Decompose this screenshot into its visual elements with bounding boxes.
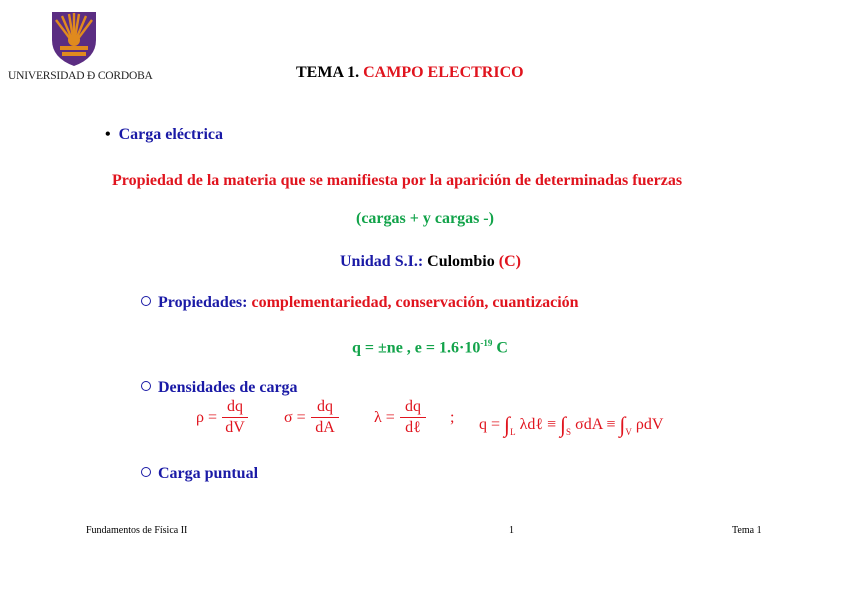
densities-heading-text: Densidades de carga [158, 379, 298, 396]
separator: ; [450, 409, 455, 426]
integral-icon: ∫ [504, 412, 511, 437]
definition-text: Propiedad de la materia que se manifiesta por la aparición de determinadas fuerzas [112, 172, 683, 189]
lambda-fraction [400, 398, 426, 437]
si-unit-line [340, 253, 521, 271]
section-heading-text: Carga eléctrica [118, 126, 223, 143]
title-prefix: TEMA 1. [296, 64, 360, 81]
term-surface: σdA ≡ [575, 416, 616, 433]
total-charge-formula [479, 409, 663, 435]
quantization-text: q = ±ne , e = 1.6·10 [352, 339, 481, 357]
sigma-den: dA [315, 419, 335, 436]
circle-bullet-icon [141, 296, 151, 306]
sigma-num: dq [317, 398, 333, 415]
section-heading [105, 126, 223, 144]
lambda-den: dℓ [405, 419, 421, 436]
sigma-lhs: σ = [284, 409, 306, 426]
footer-page-number: 1 [509, 525, 514, 536]
total-q: q = [479, 416, 501, 433]
rho-fraction [222, 398, 248, 437]
quantization-formula [352, 338, 508, 357]
point-charge-heading [141, 465, 258, 483]
unit-name: Culombio [427, 253, 495, 270]
bullet-icon: • [105, 126, 111, 143]
integral-sub-l: L [510, 427, 516, 437]
integral-sub-v: V [625, 427, 632, 437]
rho-den: dV [225, 419, 245, 436]
page-title [296, 64, 524, 82]
circle-bullet-icon [141, 467, 151, 477]
lambda-num: dq [405, 398, 421, 415]
rho-lhs: ρ = [196, 409, 218, 426]
properties-item [141, 294, 579, 312]
title-subject: CAMPO ELECTRICO [363, 64, 524, 81]
term-volume: ρdV [635, 416, 664, 433]
integral-sub-s: S [566, 427, 572, 437]
integral-icon: ∫ [619, 412, 626, 437]
rho-num: dq [227, 398, 243, 415]
term-line: λdℓ ≡ [519, 416, 557, 433]
unit-label: Unidad S.I.: [340, 253, 424, 270]
unit-symbol: (C) [498, 253, 521, 270]
quantization-exponent: -19 [480, 338, 493, 348]
densities-heading [141, 379, 298, 397]
charge-types: (cargas + y cargas -) [356, 210, 494, 227]
footer-course: Fundamentos de Física II [86, 525, 188, 536]
lambda-lhs: λ = [374, 409, 395, 426]
integral-icon: ∫ [560, 412, 567, 437]
properties-values: complementariedad, conservación, cuantización [251, 294, 579, 311]
footer-topic: Tema 1 [732, 525, 762, 536]
quantization-unit: C [492, 339, 508, 357]
sigma-fraction [311, 398, 339, 437]
circle-bullet-icon [141, 381, 151, 391]
point-charge-text: Carga puntual [158, 465, 259, 482]
properties-label: Propiedades: [158, 294, 248, 311]
university-name: UNIVERSIDAD Ð CORDOBA [8, 70, 153, 82]
